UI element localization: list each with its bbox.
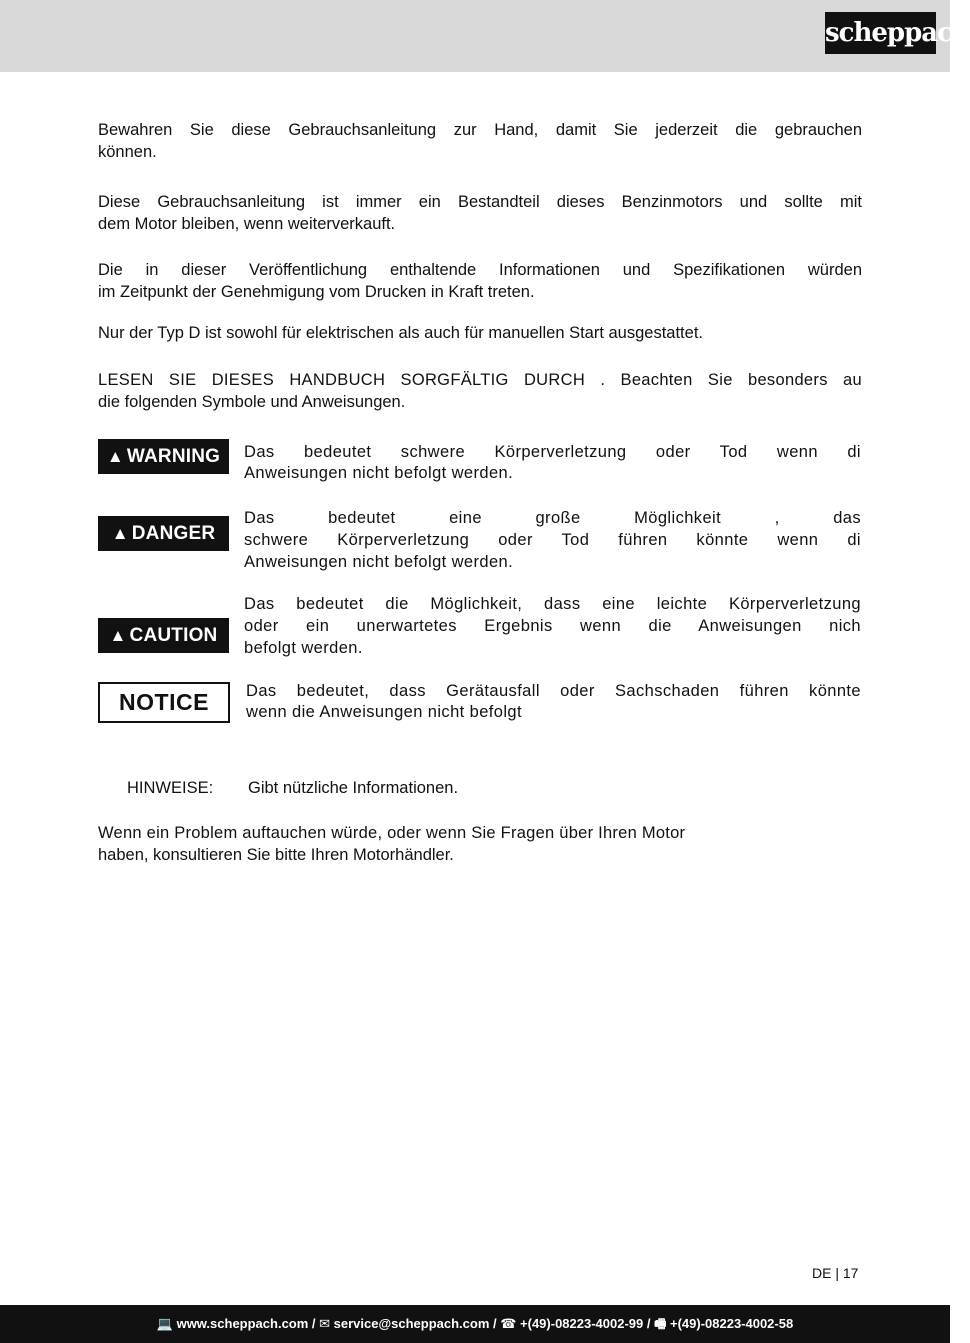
paragraph-line: die folgenden Symbole und Anweisungen. bbox=[98, 393, 406, 411]
notice-description bbox=[246, 681, 861, 723]
description-line: Anweisungen nicht befolgt werden. bbox=[244, 553, 514, 571]
paragraph-line: im Zeitpunkt der Genehmigung vom Drucken in Kraft treten. bbox=[98, 283, 535, 301]
hinweise-text: Gibt nützliche Informationen. bbox=[248, 779, 459, 797]
description-line: Das bedeutet, dass Gerätausfall oder Sachschaden führen könnte bbox=[246, 682, 861, 700]
paragraph-keep-manual bbox=[98, 119, 862, 163]
paragraph-line: Nur der Typ D ist sowohl für elektrischen als auch für manuellen Start ausgestattet. bbox=[98, 324, 703, 342]
notice-label: NOTICE bbox=[119, 689, 209, 715]
caution-description bbox=[244, 593, 861, 659]
warning-badge bbox=[98, 439, 229, 474]
description-line: Das bedeutet die Möglichkeit, dass eine leichte Körperverletzung bbox=[244, 595, 861, 613]
danger-label: DANGER bbox=[131, 523, 216, 544]
warning-triangle-icon: ▲ bbox=[109, 626, 127, 645]
paragraph-line: Wenn ein Problem auftauchen würde, oder wenn Sie Fragen über Ihren Motor bbox=[98, 824, 686, 842]
paragraph-line: Diese Gebrauchsanleitung ist immer ein Bestandteil dieses Benzinmotors und sollte mit bbox=[98, 193, 862, 211]
description-line: Das bedeutet eine große Möglichkeit , das bbox=[244, 509, 861, 527]
danger-description bbox=[244, 507, 861, 573]
paragraph-read-manual bbox=[98, 369, 862, 413]
caution-badge bbox=[98, 618, 229, 653]
description-line: Das bedeutet schwere Körperverletzung oder Tod wenn di bbox=[244, 443, 861, 461]
paragraph-line: Bewahren Sie diese Gebrauchsanleitung zur Hand, damit Sie jederzeit die gebrauchen bbox=[98, 121, 862, 139]
hinweise-label: HINWEISE: bbox=[127, 779, 214, 797]
warning-description bbox=[244, 442, 861, 484]
description-line: schwere Körperverletzung oder Tod führen könnte wenn di bbox=[244, 531, 861, 549]
paragraph-closing bbox=[98, 822, 862, 866]
warning-label: WARNING bbox=[126, 446, 221, 467]
description-line: Anweisungen nicht befolgt werden. bbox=[244, 464, 514, 482]
paragraph-specifications bbox=[98, 259, 862, 303]
scheppach-logo: scheppach bbox=[825, 12, 936, 54]
description-line: wenn die Anweisungen nicht befolgt bbox=[246, 703, 522, 721]
paragraph-line: Die in dieser Veröffentlichung enthaltende Informationen und Spezifikationen würden bbox=[98, 261, 862, 279]
warning-triangle-icon: ▲ bbox=[111, 524, 129, 543]
paragraph-line: LESEN SIE DIESES HANDBUCH SORGFÄLTIG DURCH . Beachten Sie besonders au bbox=[98, 371, 862, 389]
header-bar bbox=[0, 0, 970, 72]
paragraph-manual-part bbox=[98, 191, 862, 235]
footer-bar bbox=[0, 1305, 950, 1343]
page-number: DE | 17 bbox=[812, 1265, 859, 1281]
warning-triangle-icon: ▲ bbox=[106, 447, 124, 466]
paragraph-line: dem Motor bleiben, wenn weiterverkauft. bbox=[98, 215, 396, 233]
notice-badge bbox=[98, 682, 230, 723]
caution-label: CAUTION bbox=[129, 625, 218, 646]
description-line: befolgt werden. bbox=[244, 639, 363, 657]
description-line: oder ein unerwartetes Ergebnis wenn die Anweisungen nich bbox=[244, 617, 861, 635]
paragraph-line: können. bbox=[98, 143, 157, 161]
paragraph-type-d bbox=[98, 322, 862, 344]
paragraph-line: haben, konsultieren Sie bitte Ihren Motorhändler. bbox=[98, 846, 454, 864]
footer-contact: 💻 www.scheppach.com / ✉ service@scheppach.com / ☎ +(49)-08223-4002-99 / 🖷 +(49)-08223-4002-58 bbox=[156, 1316, 794, 1331]
danger-badge bbox=[98, 516, 229, 551]
